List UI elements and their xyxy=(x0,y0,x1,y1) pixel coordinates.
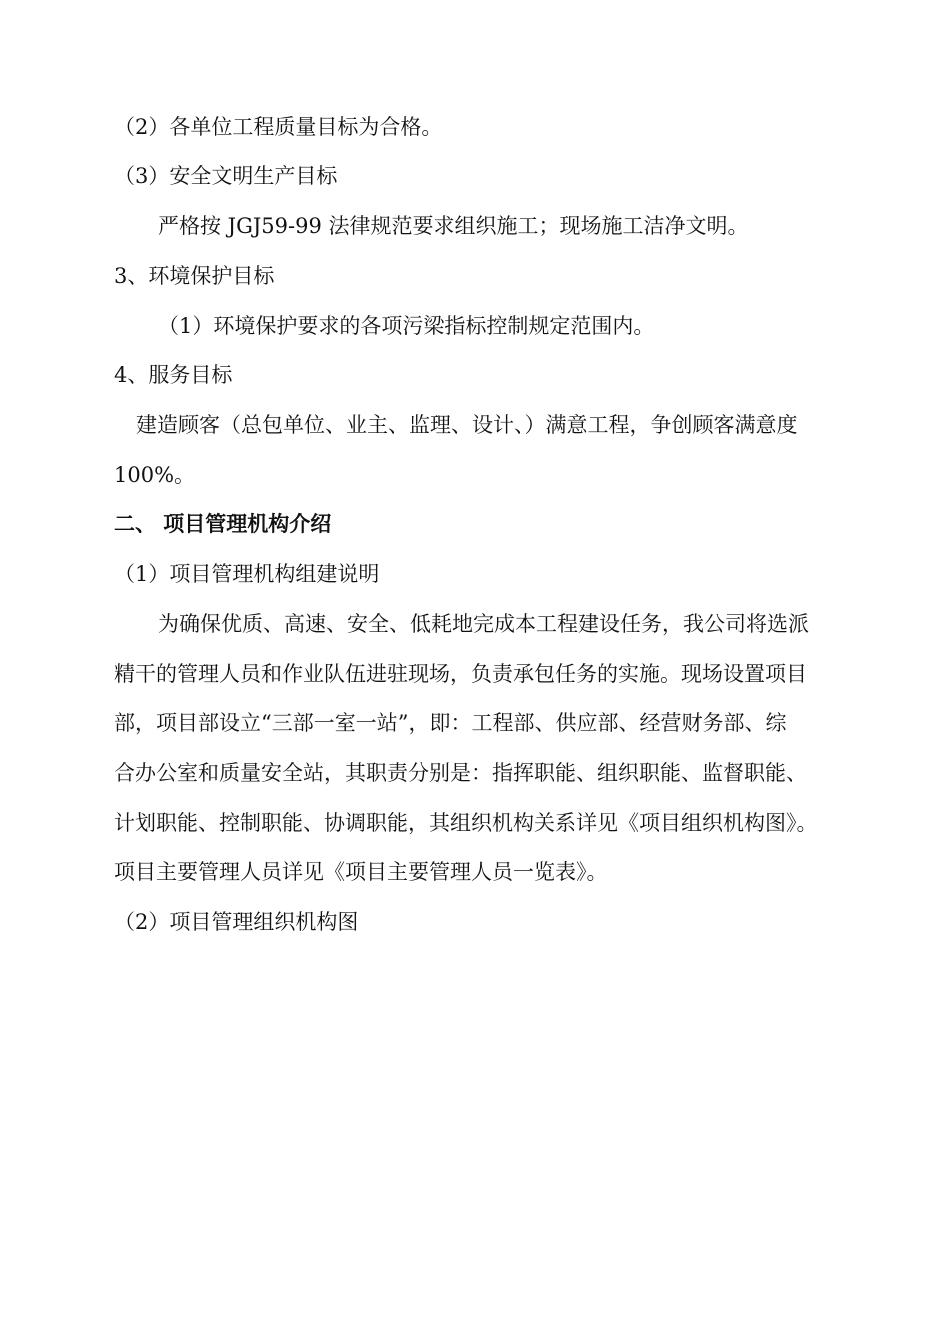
section-heading: 二、 项目管理机构介绍 xyxy=(114,512,332,536)
environment-target-text: （1）环境保护要求的各项污梁指标控制规定范围内。 xyxy=(158,314,655,338)
quality-target-item: （2）各单位工程质量目标为合格。 xyxy=(114,115,443,139)
org-chart-heading: （2）项目管理组织机构图 xyxy=(114,910,359,934)
org-setup-para-line-5: 计划职能、控制职能、协调职能，其组织机构关系详见《项目组织机构图》。 xyxy=(114,811,818,835)
org-setup-para-line-2: 精干的管理人员和作业队伍进驻现场，负责承包任务的实施。现场设置项目 xyxy=(114,662,807,686)
safety-target-text: 严格按 JGJ59-99 法律规范要求组织施工；现场施工洁净文明。 xyxy=(158,214,749,238)
org-setup-para-line-6: 项目主要管理人员详见《项目主要管理人员一览表》。 xyxy=(114,860,608,884)
org-setup-para-line-3: 部，项目部设立“三部一室一站”，即：工程部、供应部、经营财务部、综 xyxy=(114,711,787,735)
service-target-heading: 4、服务目标 xyxy=(114,363,233,387)
org-setup-para-line-4: 合办公室和质量安全站，其职责分别是：指挥职能、组织职能、监督职能、 xyxy=(114,761,807,785)
org-setup-para-line-1: 为确保优质、高速、安全、低耗地完成本工程建设任务，我公司将选派 xyxy=(158,612,809,636)
service-target-text-cont: 100%。 xyxy=(114,463,196,487)
org-setup-heading: （1）项目管理机构组建说明 xyxy=(114,562,380,586)
service-target-text: 建造顾客（总包单位、业主、监理、设计、）满意工程，争创顾客满意度 xyxy=(136,413,798,437)
safety-target-heading: （3）安全文明生产目标 xyxy=(114,164,338,188)
environment-target-heading: 3、环境保护目标 xyxy=(114,264,275,288)
